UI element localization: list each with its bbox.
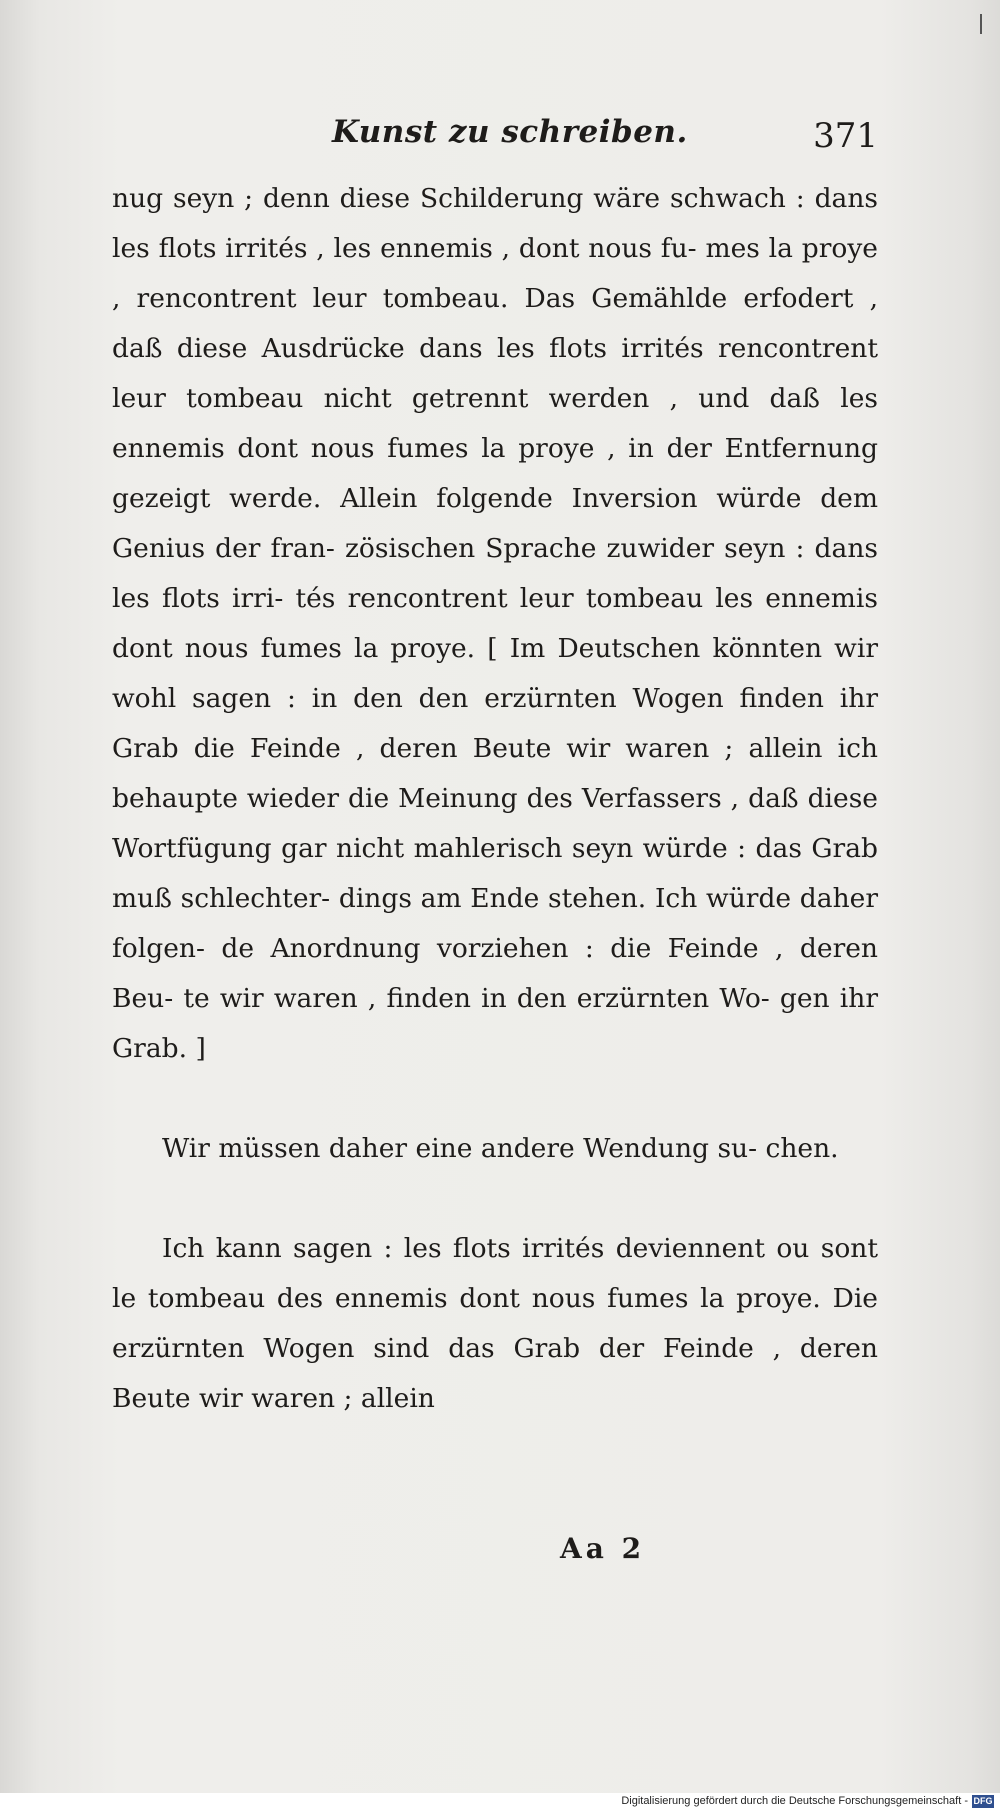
page-edge-mark [980,14,982,34]
footer-bar [0,1793,1000,1811]
paragraph: Wir müssen daher eine andere Wendung su- chen. [162,1133,839,1164]
catchword: Aa 2 [560,1532,646,1565]
paragraph: Ich kann sagen : les flots irrités deviennent ou sont le tombeau des ennemis dont nous fumes la proye. Die erzürnten Wogen sind das Grab der Feinde , deren Beute wir waren ; allein [112,1233,878,1414]
page-content [112,100,878,1424]
page-number: 371 [813,116,878,156]
body-text [112,174,878,1424]
paragraph: nug seyn ; denn diese Schilderung wäre schwach : dans les flots irrités , les ennemis , dont nous fu- mes la proye , rencontrent leur tombeau. Das Gemählde erfodert , daß diese Ausdrücke dans les flots irrités rencontrent leur tombeau nicht getrennt werden , und daß les ennemis dont nous fumes la proye , in der Entfernung gezeigt werde. Allein folgende Inversion würde dem Genius der fran- zösischen Sprache zuwider seyn : dans les flots irri- tés rencontrent leur tombeau les ennemis dont nous fumes la proye. [ Im Deutschen könnten wir wohl sagen : in den den erzürnten Wogen finden ihr Grab die Feinde , deren Beute wir waren ; allein ich behaupte wieder die Meinung des Verfassers , daß diese Wortfügung gar nicht mahlerisch seyn würde : das Grab muß schlechter- dings am Ende stehen. Ich würde daher folgen- de Anordnung vorziehen : die Feinde , deren Beu- te wir waren , finden in den erzürnten Wo- gen ihr Grab. ] [112,183,878,1064]
digitization-credit: Digitalisierung gefördert durch die Deutsche Forschungsgemeinschaft - [621,1795,968,1807]
running-title: Kunst zu schreiben. [332,114,688,150]
dfg-logo: DFG [973,1796,993,1806]
page-header [112,100,878,174]
